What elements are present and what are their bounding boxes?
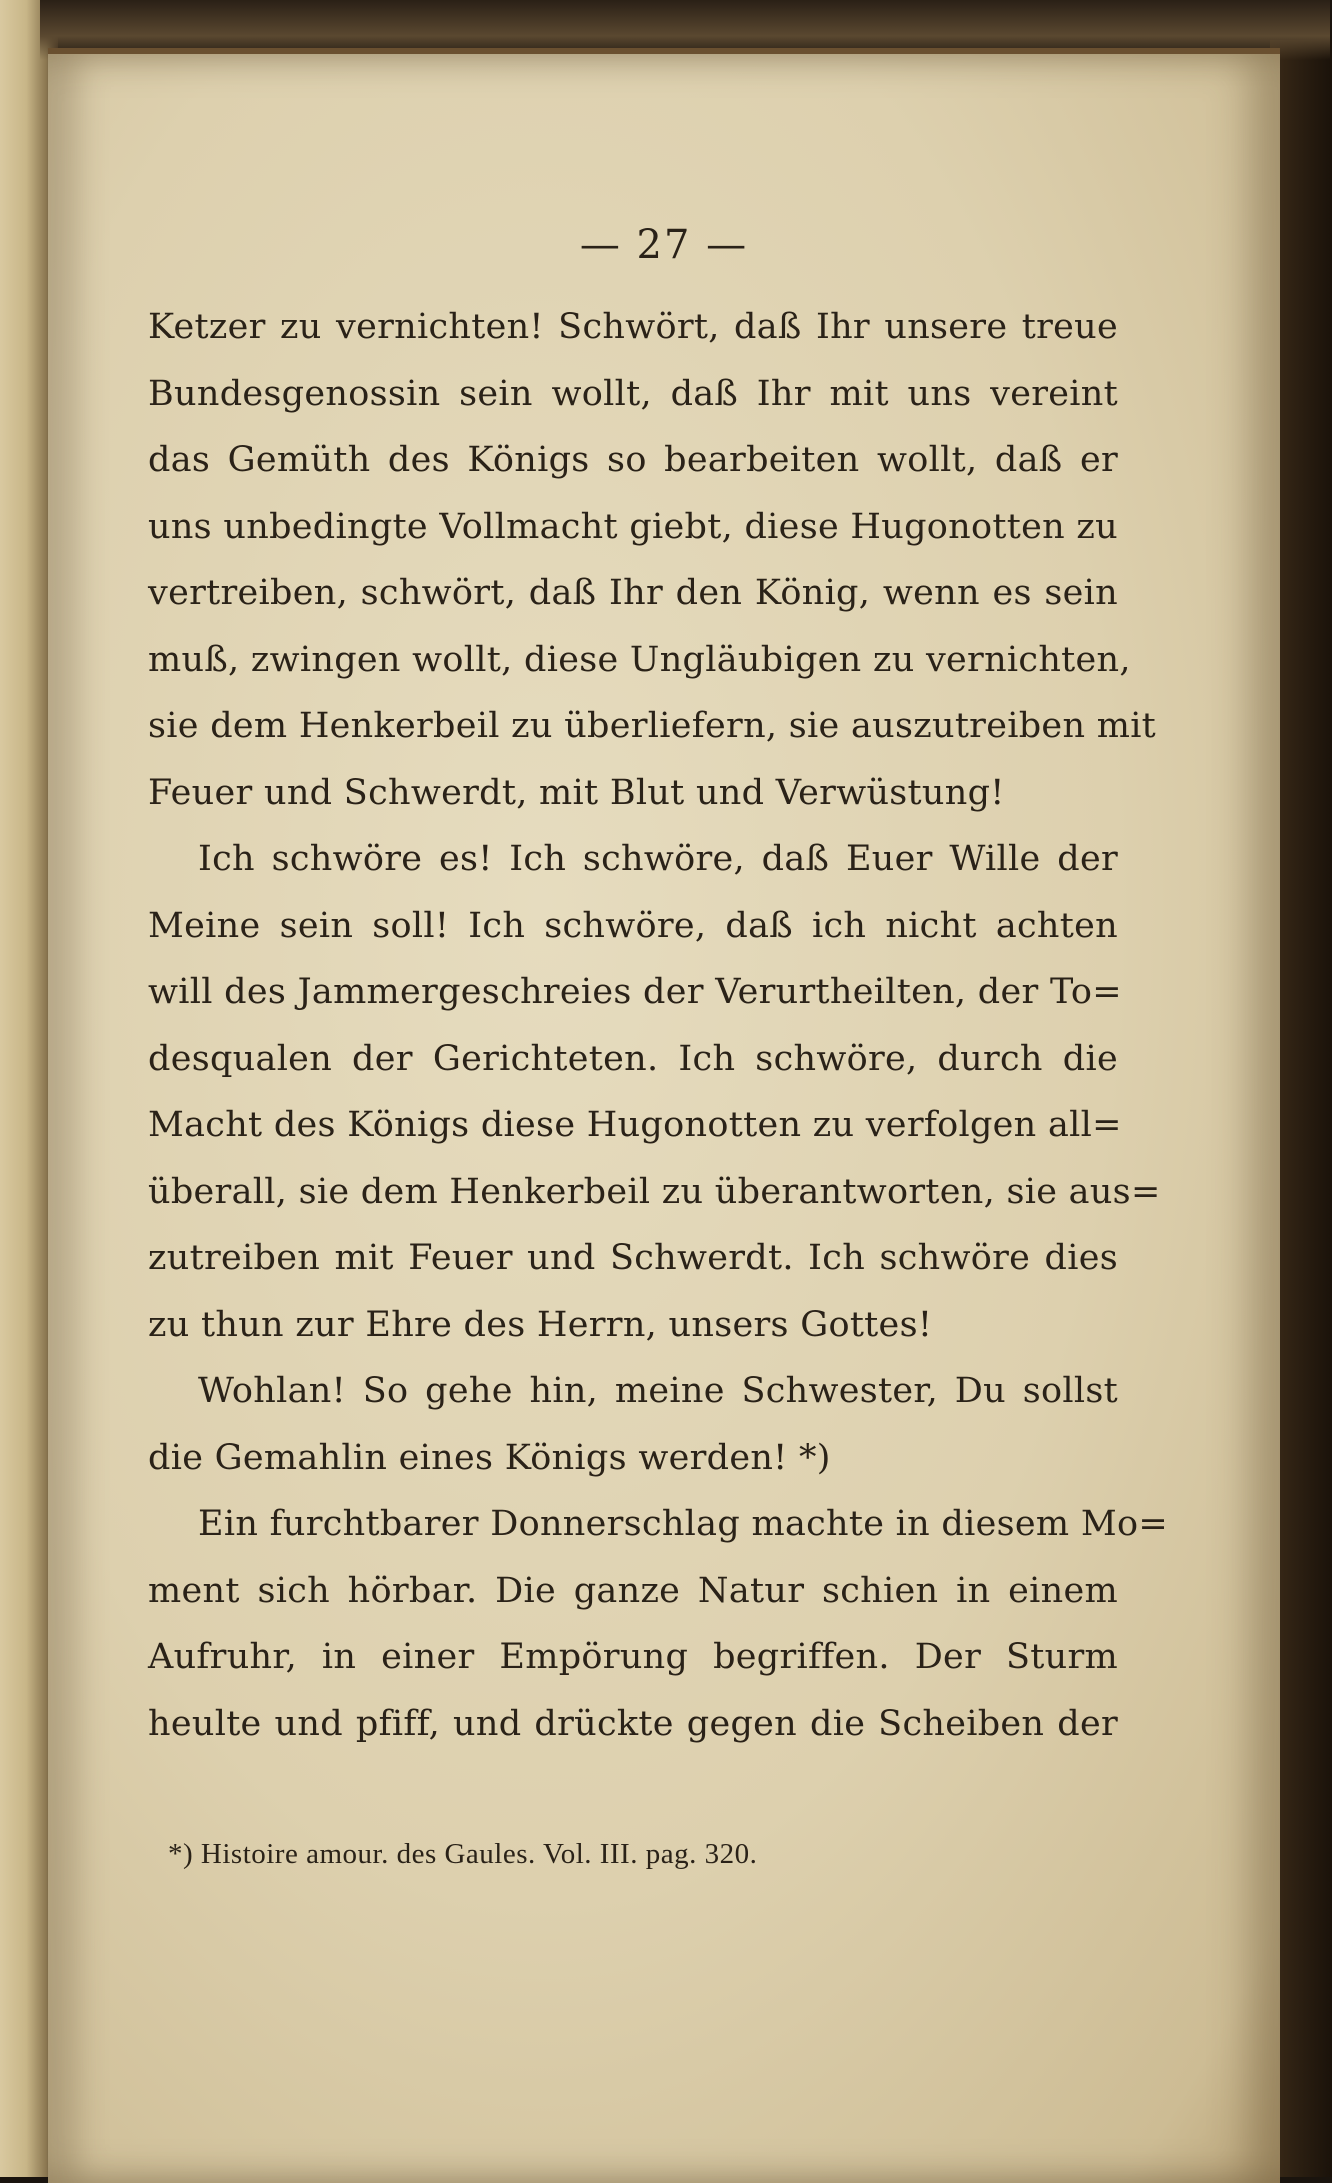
text-line: Macht des Königs diese Hugonotten zu verfolgen all= [148,1105,1122,1145]
text-line: sie dem Henkerbeil zu überliefern, sie auszutreiben mit [148,706,1157,746]
footnote: *) Histoire amour. des Gaules. Vol. III. pag. 320. [168,1838,758,1870]
text-line: Aufruhr, in einer Empörung begriffen. Der Sturm [148,1637,1118,1677]
text-line: uns unbedingte Vollmacht giebt, diese Hugonotten zu [148,506,1118,547]
text-line: muß, zwingen wollt, diese Ungläubigen zu vernichten, [148,639,1131,680]
text-line: Feuer und Schwerdt, mit Blut und Verwüstung! [148,772,1005,813]
text-line: Meine sein soll! Ich schwöre, daß ich nicht achten [148,905,1118,946]
book-page [48,48,1280,2183]
text-line: überall, sie dem Henkerbeil zu überantworten, sie aus= [148,1171,1161,1212]
text-line: Wohlan! So gehe hin, meine Schwester, Du sollst [198,1371,1118,1411]
text-line: will des Jammergeschreies der Verurtheilten, der To= [148,972,1122,1012]
text-line: ment sich hörbar. Die ganze Natur schien in einem [148,1570,1118,1611]
text-line: Ein furchtbarer Donnerschlag machte in diesem Mo= [198,1504,1168,1544]
body-text [148,294,1168,1757]
text-line: die Gemahlin eines Königs werden! *) [148,1437,831,1478]
text-line: desqualen der Gerichteten. Ich schwöre, durch die [148,1038,1118,1079]
text-line: Bundesgenossin sein wollt, daß Ihr mit uns vereint [148,373,1118,414]
text-line: heulte und pfiff, und drückte gegen die Scheiben der [148,1703,1118,1744]
text-line: zutreiben mit Feuer und Schwerdt. Ich schwöre dies [148,1238,1118,1278]
text-line: das Gemüth des Königs so bearbeiten wollt, daß er [148,440,1118,480]
text-line: zu thun zur Ehre des Herrn, unsers Gottes! [148,1304,933,1345]
text-line: Ketzer zu vernichten! Schwört, daß Ihr unsere treue [148,307,1118,347]
page-number: — 27 — [579,222,749,268]
text-line: vertreiben, schwört, daß Ihr den König, wenn es sein [148,573,1118,613]
text-line: Ich schwöre es! Ich schwöre, daß Euer Wille der [198,839,1118,879]
